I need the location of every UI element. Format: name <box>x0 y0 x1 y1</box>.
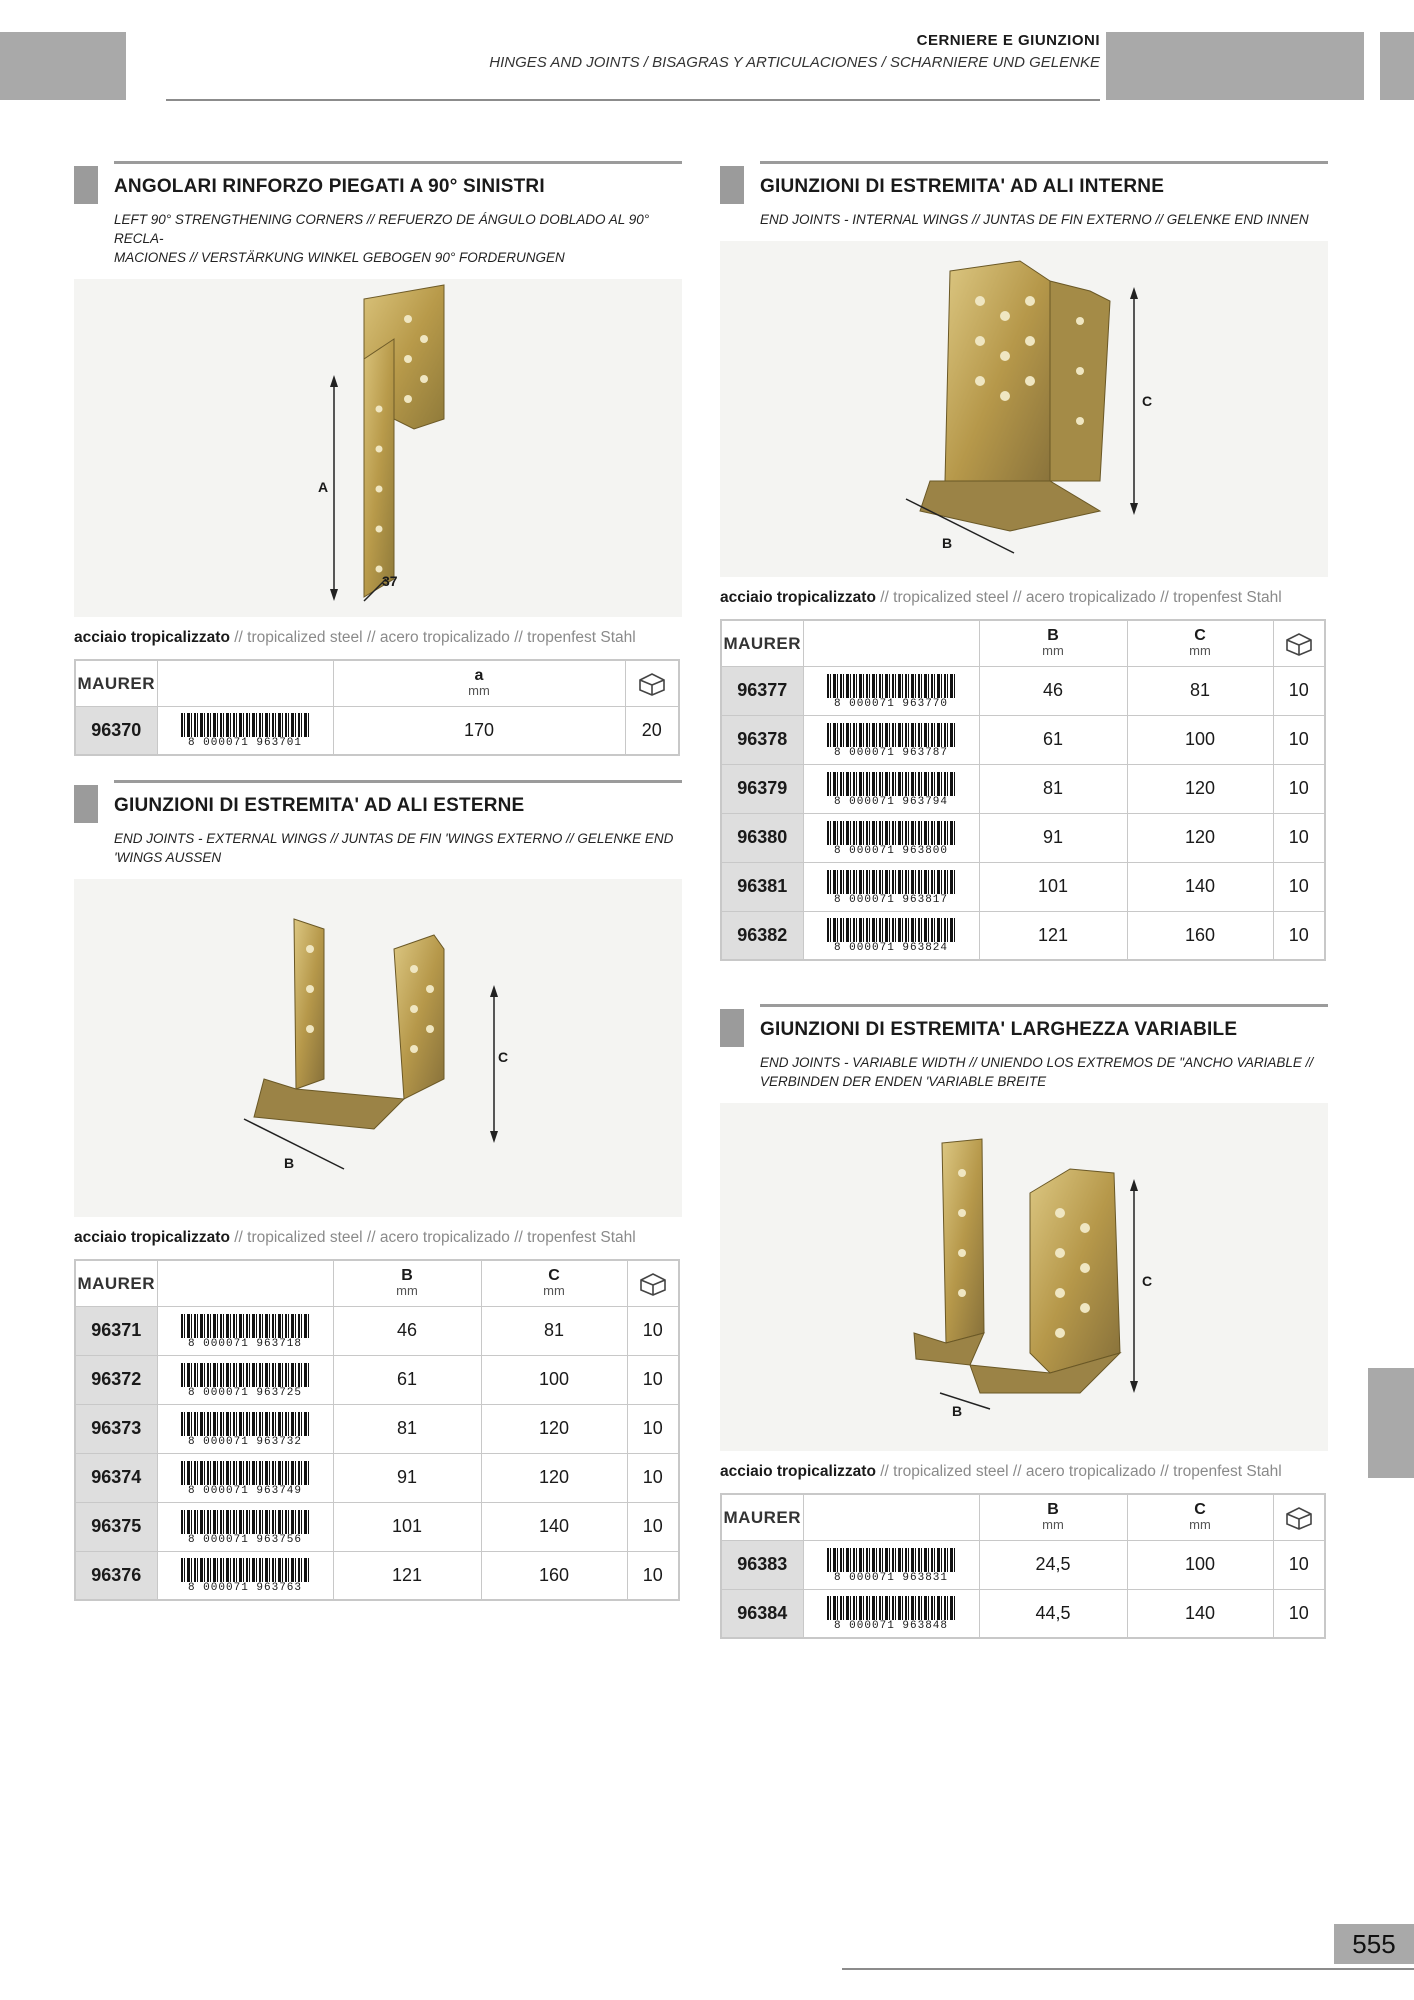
barcode <box>825 918 957 955</box>
barcode-number: 8 000071 963732 <box>187 1435 303 1448</box>
product-code: 96375 <box>75 1502 157 1551</box>
dimension-label: B <box>284 1155 295 1171</box>
product-table <box>74 1259 680 1601</box>
barcode-cell <box>803 1589 979 1638</box>
dimension-label: C <box>498 1049 509 1065</box>
column-header-b <box>979 620 1127 666</box>
barcode-number: 8 000071 963756 <box>187 1533 303 1546</box>
product-code: 96372 <box>75 1355 157 1404</box>
corner-bracket-illustration <box>74 279 682 617</box>
product-code: 96374 <box>75 1453 157 1502</box>
value-c: 100 <box>481 1355 627 1404</box>
product-code: 96376 <box>75 1551 157 1600</box>
barcode-cell <box>157 1551 333 1600</box>
barcode-bars <box>827 918 955 942</box>
section-title: GIUNZIONI DI ESTREMITA' AD ALI ESTERNE <box>114 795 525 816</box>
barcode-number: 8 000071 963749 <box>187 1484 303 1497</box>
material-name: acciaio tropicalizzato <box>74 629 230 646</box>
pack-qty: 10 <box>627 1404 679 1453</box>
material-line <box>74 629 682 647</box>
column-unit: mm <box>1189 1517 1211 1533</box>
barcode-cell <box>803 1540 979 1589</box>
product-table <box>720 1493 1326 1639</box>
section-external-wings <box>74 780 682 1601</box>
barcode <box>179 1461 311 1495</box>
column-label: C <box>1194 1501 1206 1519</box>
value-b: 46 <box>333 1306 481 1355</box>
barcode-bars <box>827 1596 955 1620</box>
package-box-icon <box>637 1270 669 1296</box>
barcode-cell <box>803 911 979 960</box>
pack-qty: 10 <box>627 1306 679 1355</box>
section-description <box>114 210 682 267</box>
value-c: 140 <box>1127 862 1273 911</box>
dimension-label: C <box>1142 393 1153 409</box>
table-row <box>75 1355 679 1404</box>
value-c: 100 <box>1127 1540 1273 1589</box>
pack-qty: 10 <box>627 1453 679 1502</box>
barcode-bars <box>181 1461 309 1485</box>
barcode-cell <box>157 1306 333 1355</box>
product-code: 96384 <box>721 1589 803 1638</box>
header-tab-left <box>0 32 126 100</box>
material-translations: // tropicalized steel // acero tropicalizado // tropenfest Stahl <box>229 629 636 646</box>
material-translations: // tropicalized steel // acero tropicalizado // tropenfest Stahl <box>229 1229 636 1246</box>
barcode-bars <box>827 821 955 845</box>
product-photo <box>720 241 1328 577</box>
value-b: 44,5 <box>979 1589 1127 1638</box>
internal-wing-joint-illustration <box>720 241 1328 577</box>
footer-rule <box>842 1968 1414 1970</box>
section-rule <box>760 1004 1328 1007</box>
column-label: C <box>1194 627 1206 645</box>
section-rule <box>114 161 682 164</box>
barcode-cell <box>803 666 979 715</box>
package-box-icon <box>1283 630 1315 656</box>
header-blank <box>157 660 333 706</box>
value-c: 140 <box>481 1502 627 1551</box>
pack-qty: 20 <box>625 706 679 755</box>
section-description <box>760 1053 1328 1091</box>
section-variable-width <box>720 1004 1328 1639</box>
pack-qty: 10 <box>1273 764 1325 813</box>
barcode <box>179 713 311 750</box>
value-c: 120 <box>481 1453 627 1502</box>
pack-qty: 10 <box>1273 715 1325 764</box>
pack-qty: 10 <box>1273 1589 1325 1638</box>
column-header-b <box>333 1260 481 1306</box>
table-row <box>721 813 1325 862</box>
value-c: 160 <box>481 1551 627 1600</box>
column-unit: mm <box>1042 643 1064 659</box>
column-header-c <box>481 1260 627 1306</box>
value-b: 91 <box>333 1453 481 1502</box>
brand-logo: MAURER <box>723 1507 802 1527</box>
value-a: 170 <box>333 706 625 755</box>
value-b: 121 <box>979 911 1127 960</box>
description-line: END JOINTS - INTERNAL WINGS // JUNTAS DE FIN EXTERNO // GELENKE END INNEN <box>760 212 1309 227</box>
column-unit: mm <box>396 1283 418 1299</box>
section-internal-wings <box>720 161 1328 961</box>
pack-qty: 10 <box>627 1355 679 1404</box>
material-name: acciaio tropicalizzato <box>720 589 876 606</box>
product-code: 96373 <box>75 1404 157 1453</box>
barcode-bars <box>827 1548 955 1572</box>
pack-qty: 10 <box>627 1551 679 1600</box>
material-translations: // tropicalized steel // acero tropicalizado // tropenfest Stahl <box>875 589 1282 606</box>
barcode-number: 8 000071 963848 <box>833 1620 949 1633</box>
section-description <box>114 829 682 867</box>
value-b: 81 <box>333 1404 481 1453</box>
chapter-title: CERNIERE E GIUNZIONI <box>916 32 1100 49</box>
table-row <box>75 1551 679 1600</box>
value-c: 160 <box>1127 911 1273 960</box>
barcode <box>825 870 957 904</box>
pack-header <box>1273 620 1325 666</box>
pack-header <box>627 1260 679 1306</box>
value-b: 24,5 <box>979 1540 1127 1589</box>
barcode-number: 8 000071 963831 <box>833 1571 949 1584</box>
barcode-bars <box>181 1412 309 1436</box>
barcode <box>825 723 957 757</box>
brand-logo-cell <box>721 620 803 666</box>
value-c: 81 <box>481 1306 627 1355</box>
header-tab-right <box>1380 32 1414 100</box>
column-unit: mm <box>1189 643 1211 659</box>
table-row <box>75 1306 679 1355</box>
value-b: 91 <box>979 813 1127 862</box>
product-table <box>74 659 680 756</box>
pack-qty: 10 <box>1273 666 1325 715</box>
value-c: 100 <box>1127 715 1273 764</box>
barcode-cell <box>803 862 979 911</box>
description-line: 'WINGS AUSSEN <box>114 850 222 865</box>
section-rule <box>760 161 1328 164</box>
product-table <box>720 619 1326 961</box>
value-b: 61 <box>979 715 1127 764</box>
barcode <box>825 674 957 708</box>
barcode <box>825 1548 957 1582</box>
package-box-icon <box>636 670 668 696</box>
barcode-bars <box>827 870 955 894</box>
dimension-label: B <box>942 535 953 551</box>
pack-header <box>625 660 679 706</box>
chapter-side-tab <box>1368 1368 1414 1478</box>
table-row <box>721 715 1325 764</box>
pack-qty: 10 <box>1273 862 1325 911</box>
section-marker <box>720 166 744 204</box>
column-header-c <box>1127 620 1273 666</box>
product-code: 96380 <box>721 813 803 862</box>
table-row <box>721 1540 1325 1589</box>
column-header-a <box>333 660 625 706</box>
value-b: 81 <box>979 764 1127 813</box>
dimension-label: B <box>952 1403 963 1419</box>
barcode-cell <box>157 1404 333 1453</box>
brand-logo-cell <box>75 1260 157 1306</box>
barcode-bars <box>181 1558 309 1582</box>
barcode-number: 8 000071 963770 <box>833 697 949 710</box>
barcode <box>179 1314 311 1348</box>
brand-logo-cell <box>721 1494 803 1540</box>
column-header-b <box>979 1494 1127 1540</box>
barcode-bars <box>827 674 955 698</box>
barcode-number: 8 000071 963701 <box>187 737 303 750</box>
pack-qty: 10 <box>1273 911 1325 960</box>
barcode <box>179 1558 311 1595</box>
pack-header <box>1273 1494 1325 1540</box>
column-header-c <box>1127 1494 1273 1540</box>
chapter-subtitle: HINGES AND JOINTS / BISAGRAS Y ARTICULACIONES / SCHARNIERE UND GELENKE <box>489 54 1100 71</box>
product-code: 96370 <box>75 706 157 755</box>
column-label: B <box>1047 627 1059 645</box>
value-b: 101 <box>333 1502 481 1551</box>
value-b: 121 <box>333 1551 481 1600</box>
barcode-bars <box>181 1363 309 1387</box>
column-label: a <box>474 667 484 685</box>
header-blank <box>157 1260 333 1306</box>
barcode-number: 8 000071 963817 <box>833 893 949 906</box>
header-blank <box>803 1494 979 1540</box>
material-line <box>720 1463 1328 1481</box>
section-left-corners <box>74 161 682 756</box>
value-c: 120 <box>1127 813 1273 862</box>
header-blank <box>803 620 979 666</box>
material-line <box>720 589 1328 607</box>
barcode-number: 8 000071 963718 <box>187 1337 303 1350</box>
table-row <box>721 764 1325 813</box>
barcode-number: 8 000071 963725 <box>187 1386 303 1399</box>
barcode <box>825 1596 957 1633</box>
brand-logo: MAURER <box>77 673 156 693</box>
table-row <box>721 1589 1325 1638</box>
value-c: 120 <box>1127 764 1273 813</box>
barcode <box>825 772 957 806</box>
dimension-label: C <box>1142 1273 1153 1289</box>
section-rule <box>114 780 682 783</box>
column-unit: mm <box>468 683 490 699</box>
description-line: LEFT 90° STRENGTHENING CORNERS // REFUERZO DE ÁNGULO DOBLADO AL 90° RECLA- <box>114 212 650 246</box>
barcode-bars <box>181 1510 309 1534</box>
pack-qty: 10 <box>1273 813 1325 862</box>
value-b: 46 <box>979 666 1127 715</box>
product-code: 96371 <box>75 1306 157 1355</box>
product-code: 96377 <box>721 666 803 715</box>
material-line <box>74 1229 682 1247</box>
barcode <box>179 1363 311 1397</box>
barcode-number: 8 000071 963794 <box>833 795 949 808</box>
barcode-cell <box>157 1502 333 1551</box>
description-line: VERBINDEN DER ENDEN 'VARIABLE BREITE <box>760 1074 1047 1089</box>
section-title: GIUNZIONI DI ESTREMITA' LARGHEZZA VARIABILE <box>760 1019 1238 1040</box>
product-code: 96381 <box>721 862 803 911</box>
pack-qty: 10 <box>1273 1540 1325 1589</box>
value-b: 101 <box>979 862 1127 911</box>
product-code: 96383 <box>721 1540 803 1589</box>
barcode-number: 8 000071 963800 <box>833 844 949 857</box>
barcode-cell <box>803 715 979 764</box>
barcode-bars <box>181 1314 309 1338</box>
product-code: 96378 <box>721 715 803 764</box>
material-name: acciaio tropicalizzato <box>720 1463 876 1480</box>
column-label: C <box>548 1267 560 1285</box>
barcode-bars <box>827 772 955 796</box>
column-unit: mm <box>1042 1517 1064 1533</box>
dimension-label: 37 <box>382 573 398 589</box>
column-label: B <box>401 1267 413 1285</box>
barcode-cell <box>157 1355 333 1404</box>
table-row <box>75 1453 679 1502</box>
barcode-cell <box>157 1453 333 1502</box>
section-title: ANGOLARI RINFORZO PIEGATI A 90° SINISTRI <box>114 176 545 197</box>
value-c: 120 <box>481 1404 627 1453</box>
brand-logo: MAURER <box>77 1273 156 1293</box>
pack-qty: 10 <box>627 1502 679 1551</box>
brand-logo-cell <box>75 660 157 706</box>
material-name: acciaio tropicalizzato <box>74 1229 230 1246</box>
package-box-icon <box>1283 1504 1315 1530</box>
value-c: 81 <box>1127 666 1273 715</box>
dimension-label: A <box>318 479 329 495</box>
barcode-number: 8 000071 963787 <box>833 746 949 759</box>
table-row <box>721 911 1325 960</box>
table-row <box>721 666 1325 715</box>
section-marker <box>74 166 98 204</box>
barcode <box>825 821 957 855</box>
barcode-cell <box>157 706 333 755</box>
value-c: 140 <box>1127 1589 1273 1638</box>
product-photo <box>720 1103 1328 1451</box>
product-photo <box>74 879 682 1217</box>
barcode-bars <box>827 723 955 747</box>
product-code: 96379 <box>721 764 803 813</box>
brand-logo: MAURER <box>723 633 802 653</box>
barcode <box>179 1510 311 1544</box>
description-line: END JOINTS - EXTERNAL WINGS // JUNTAS DE FIN 'WINGS EXTERNO // GELENKE END <box>114 831 674 846</box>
barcode-cell <box>803 764 979 813</box>
header-rule <box>166 99 1100 101</box>
barcode-number: 8 000071 963763 <box>187 1582 303 1595</box>
section-marker <box>74 785 98 823</box>
product-photo <box>74 279 682 617</box>
external-wing-joint-illustration <box>74 879 682 1217</box>
column-label: B <box>1047 1501 1059 1519</box>
section-description <box>760 210 1328 229</box>
value-b: 61 <box>333 1355 481 1404</box>
page-number: 555 <box>1334 1924 1414 1964</box>
barcode-cell <box>803 813 979 862</box>
column-unit: mm <box>543 1283 565 1299</box>
section-title: GIUNZIONI DI ESTREMITA' AD ALI INTERNE <box>760 176 1165 197</box>
barcode-bars <box>181 713 309 737</box>
table-row <box>75 706 679 755</box>
material-translations: // tropicalized steel // acero tropicalizado // tropenfest Stahl <box>875 1463 1282 1480</box>
table-row <box>721 862 1325 911</box>
description-line: END JOINTS - VARIABLE WIDTH // UNIENDO LOS EXTREMOS DE "ANCHO VARIABLE // <box>760 1055 1314 1070</box>
header-tab-mid <box>1106 32 1364 100</box>
description-line: MACIONES // VERSTÄRKUNG WINKEL GEBOGEN 90° FORDERUNGEN <box>114 250 565 265</box>
table-row <box>75 1404 679 1453</box>
product-code: 96382 <box>721 911 803 960</box>
barcode <box>179 1412 311 1446</box>
section-marker <box>720 1009 744 1047</box>
table-row <box>75 1502 679 1551</box>
barcode-number: 8 000071 963824 <box>833 942 949 955</box>
variable-width-joint-illustration <box>720 1103 1328 1451</box>
